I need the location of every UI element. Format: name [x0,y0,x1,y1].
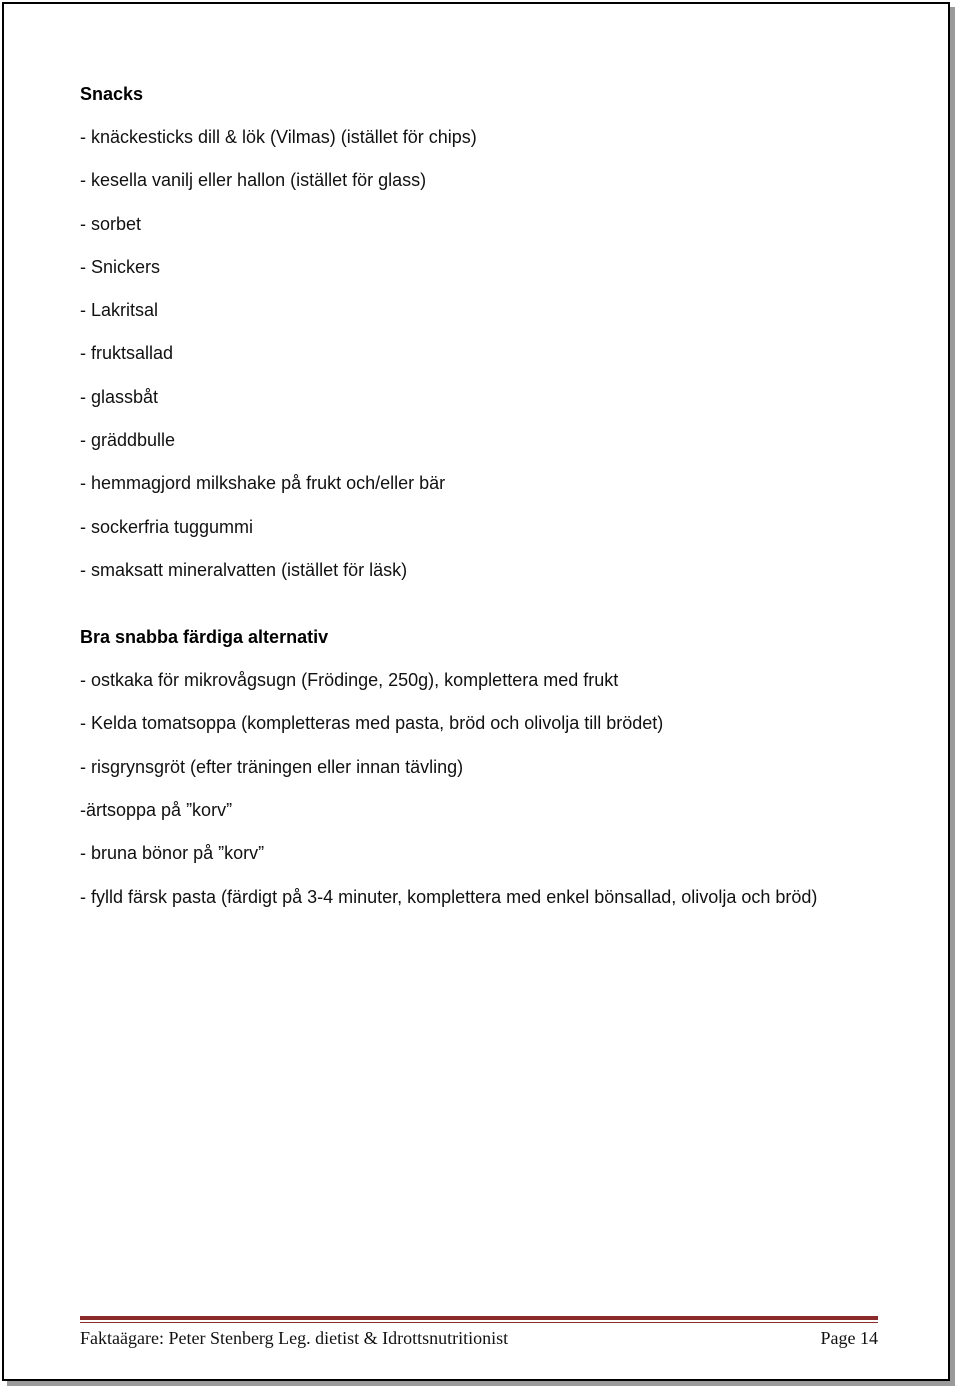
page-number: Page 14 [820,1328,878,1348]
alternative-item: - fylld färsk pasta (färdigt på 3-4 minuter, komplettera med enkel bönsallad, olivolja och bröd) [80,887,818,908]
snacks-list [80,125,870,582]
snack-item: - sorbet [80,213,142,234]
snack-item: - gräddbulle [80,430,176,451]
alternative-item: - ostkaka för mikrovågsugn (Frödinge, 250g), komplettera med frukt [80,669,619,690]
alternative-item: - Kelda tomatsoppa (kompletteras med pasta, bröd och olivolja till brödet) [80,713,664,734]
footer-owner-text: Faktaägare: Peter Stenberg Leg. dietist & Idrottsnutritionist [80,1328,509,1348]
alternative-item: - risgrynsgröt (efter träningen eller innan tävling) [80,756,464,777]
alternative-item: -ärtsoppa på ”korv” [80,799,233,820]
footer-rule [80,1316,878,1320]
alternatives-list [80,668,870,910]
snack-item: - smaksatt mineralvatten (istället för läsk) [80,559,408,580]
snack-item: - Lakritsal [80,300,159,321]
footer-rule-thin [80,1322,878,1323]
document-body [80,82,870,930]
snacks-heading: Snacks [80,84,144,104]
alternative-item: - bruna bönor på ”korv” [80,843,265,864]
snack-item: - knäckesticks dill & lök (Vilmas) (istället för chips) [80,127,477,147]
snack-item: - sockerfria tuggummi [80,516,254,537]
page-footer [80,1326,878,1350]
alternatives-heading: Bra snabba färdiga alternativ [80,626,329,647]
snack-item: - Snickers [80,256,161,277]
snack-item: - glassbåt [80,386,159,407]
snack-item: - kesella vanilj eller hallon (istället för glass) [80,170,427,191]
snack-item: - fruktsallad [80,343,174,364]
snack-item: - hemmagjord milkshake på frukt och/eller bär [80,473,446,494]
